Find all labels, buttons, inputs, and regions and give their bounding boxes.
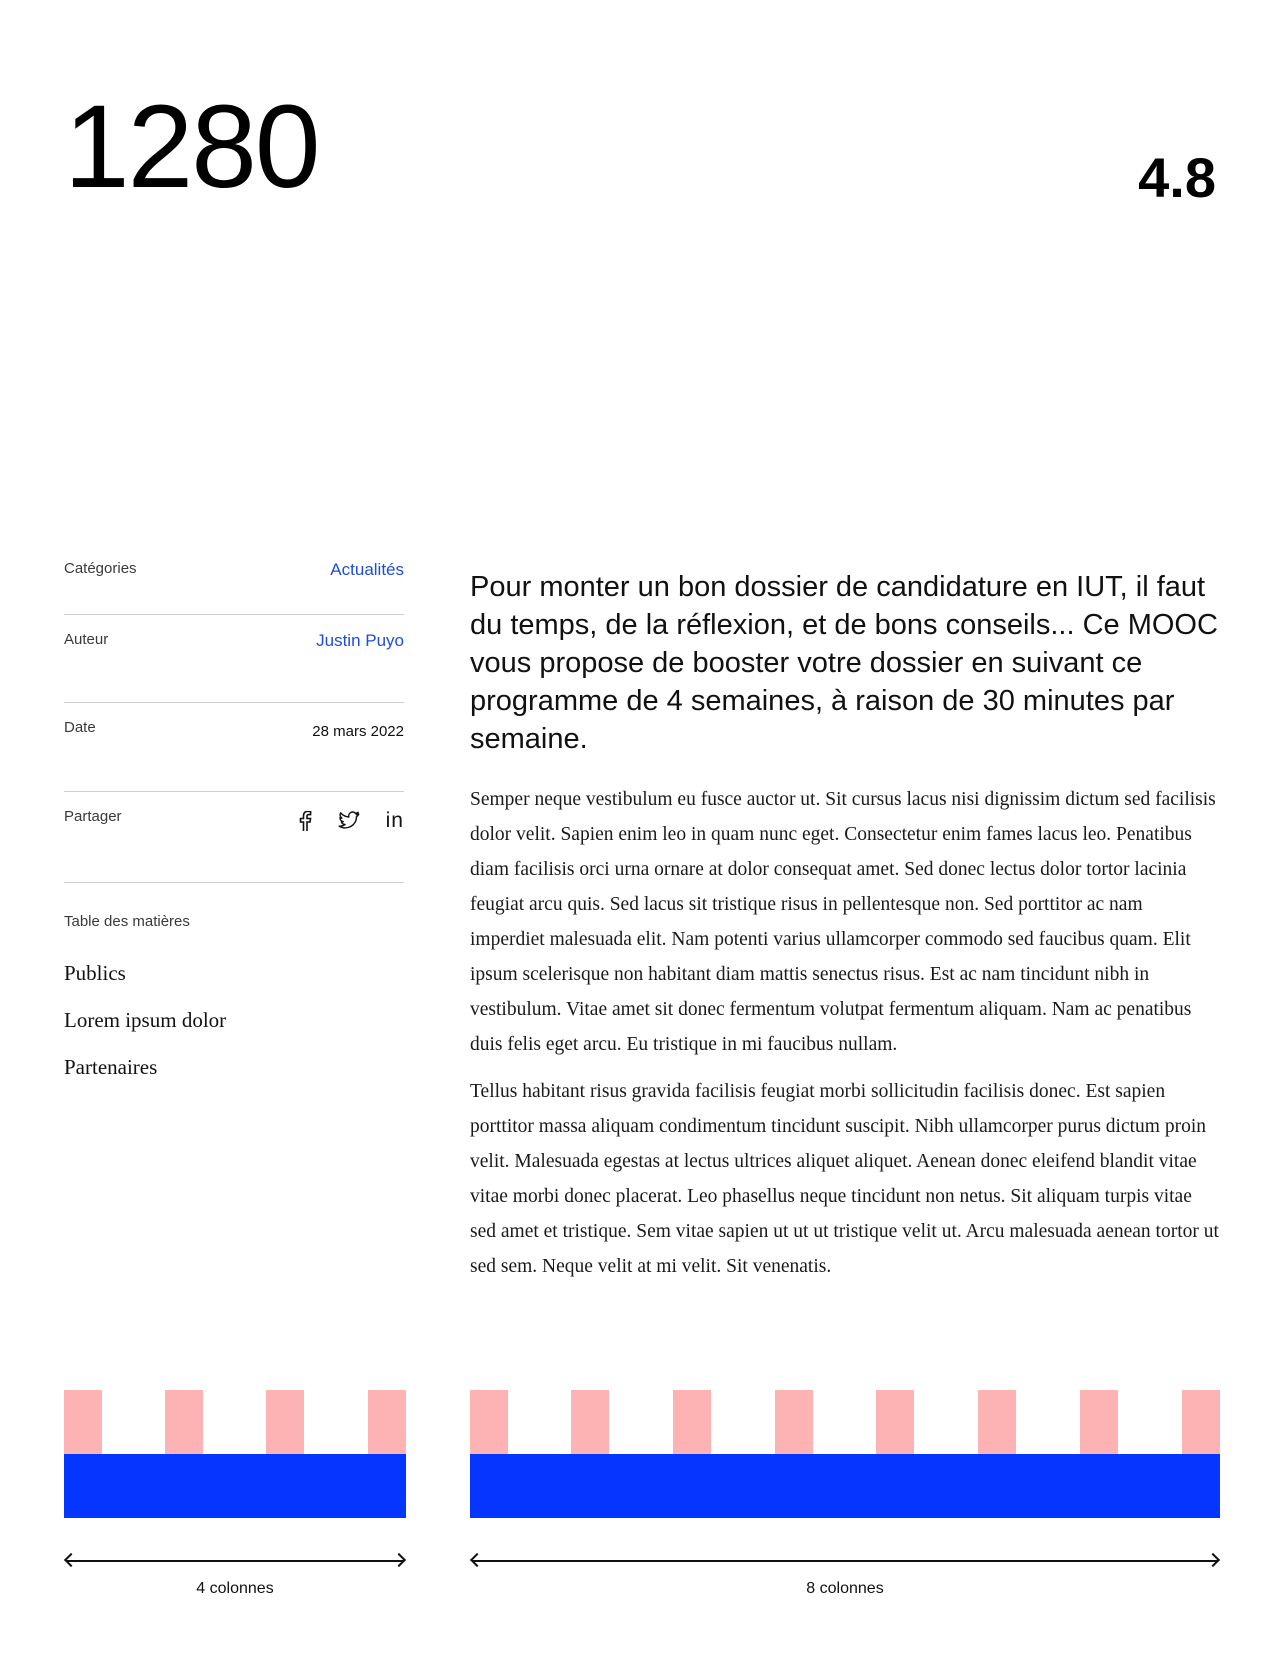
- grid-column: [978, 1390, 1016, 1454]
- grid-column: [470, 1390, 508, 1454]
- article-paragraph: Tellus habitant risus gravida facilisis feugiat morbi sollicitudin facilisis donec. Est sapien porttitor massa aliquam condimentum tincidunt suscipit. Nibh ullamcorper purus dictum proin velit. Malesuada egestas at lectus ultrices aliquet aliquet. Aenean donec eleifend blandit vitae vitae morbi donec placerat. Leo phasellus neque tincidunt non netus. Sit aliquam turpis vitae sed amet et tristique. Sem vitae sapien ut ut ut tristique velit ut. Arcu malesuada aenean tortor ut sed sem. Neque velit at mi velit. Sit venenatis.: [470, 1081, 1219, 1277]
- category-link[interactable]: Actualités: [330, 560, 404, 579]
- meta-row-date: [64, 703, 404, 792]
- grid-span-bar: [64, 1454, 406, 1518]
- facebook-icon[interactable]: [298, 810, 312, 832]
- grid-demo-sidebar: [64, 1390, 406, 1598]
- arrow-left-icon: [64, 1553, 78, 1567]
- grid-column: [1182, 1390, 1220, 1454]
- grid-column: [64, 1390, 102, 1454]
- author-link[interactable]: Justin Puyo: [316, 631, 404, 650]
- author-label: Auteur: [64, 631, 109, 648]
- ratio-title: 4.8: [1138, 146, 1216, 209]
- article-sidebar: [64, 560, 404, 1091]
- article-paragraph: Semper neque vestibulum eu fusce auctor ut. Sit cursus lacus nisi dignissim dictum sed facilisis dolor velit. Sapien enim leo in quam nunc eget. Consectetur enim fames lacus leo. Penatibus diam facilisis orci urna ornare at dolor consequat amet. Sed donec lectus dolor tortor lacinia feugiat arcu quis. Sed lacus sit tristique risus in pellentesque non. Sed porttitor ac nam imperdiet malesuada elit. Nam potenti varius ullamcorper commodo sed faucibus quam. Elit ipsum scelerisque non habitant diam mattis senectus risus. Est ac nam tincidunt nibh in vestibulum. Vitae amet sit donec fermentum volutpat fermentum aliquam. Nam ac penatibus duis felis eget arcu. Eu tristique in mi faucibus nullam.: [470, 789, 1216, 1055]
- grid-column: [571, 1390, 609, 1454]
- article-lead: Pour monter un bon dossier de candidature en IUT, il faut du temps, de la réflexion, et de bons conseils... Ce MOOC vous propose de booster votre dossier en suivant ce programme de 4 semaines, à raison de 30 minutes par semaine.: [470, 571, 1218, 755]
- viewport-width-title: 1280: [64, 81, 319, 213]
- toc-item-publics[interactable]: Publics: [64, 961, 126, 985]
- span-arrow: [470, 1554, 1220, 1568]
- grid-columns: [470, 1390, 1220, 1454]
- date-label: Date: [64, 719, 96, 736]
- toc-item-partenaires[interactable]: Partenaires: [64, 1055, 158, 1079]
- grid-column: [673, 1390, 711, 1454]
- categories-label: Catégories: [64, 560, 137, 577]
- grid-column: [775, 1390, 813, 1454]
- columns-label: 8 colonnes: [806, 1580, 884, 1597]
- arrow-right-icon: [1206, 1553, 1220, 1567]
- table-of-contents: [64, 950, 404, 1091]
- article-content: [470, 568, 1220, 1296]
- meta-row-share: [64, 792, 404, 883]
- share-icons: [298, 810, 404, 832]
- toc-item-lorem[interactable]: Lorem ipsum dolor: [64, 1008, 227, 1032]
- grid-demo-content: [470, 1390, 1220, 1598]
- arrow-left-icon: [470, 1553, 484, 1567]
- grid-column: [368, 1390, 406, 1454]
- grid-column: [165, 1390, 203, 1454]
- linkedin-icon[interactable]: in: [385, 809, 404, 832]
- columns-label: 4 colonnes: [196, 1580, 274, 1597]
- date-value: 28 mars 2022: [312, 723, 404, 740]
- arrow-right-icon: [392, 1553, 406, 1567]
- meta-row-author: [64, 615, 404, 703]
- span-arrow: [64, 1554, 406, 1568]
- share-label: Partager: [64, 808, 122, 825]
- twitter-icon[interactable]: [338, 810, 360, 832]
- grid-column: [1080, 1390, 1118, 1454]
- grid-column: [266, 1390, 304, 1454]
- grid-span-bar: [470, 1454, 1220, 1518]
- grid-column: [876, 1390, 914, 1454]
- grid-columns: [64, 1390, 406, 1454]
- toc-heading: Table des matières: [64, 913, 190, 930]
- meta-row-categories: [64, 560, 404, 615]
